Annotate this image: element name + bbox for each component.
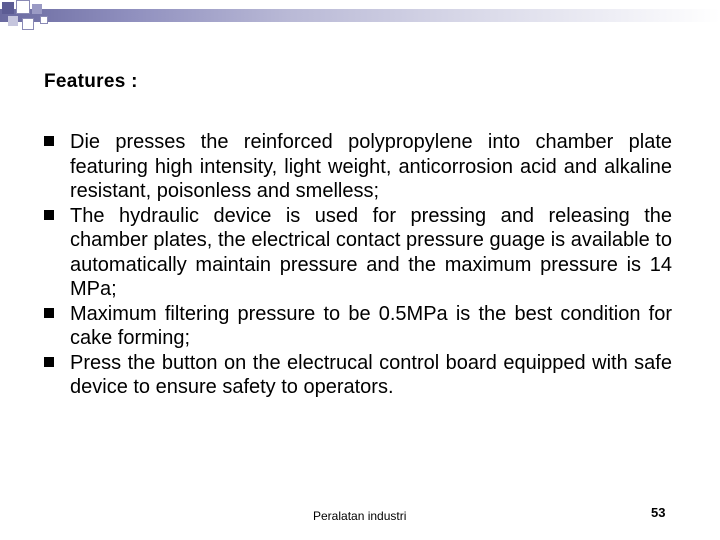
footer-label: Peralatan industri — [313, 509, 407, 523]
square-bullet-icon — [44, 308, 54, 318]
bullet-item — [44, 351, 672, 400]
square-bullet-icon — [44, 210, 54, 220]
header-decoration-square — [40, 16, 48, 24]
bullet-item — [44, 130, 672, 204]
bullet-list — [44, 130, 672, 400]
square-bullet-icon — [44, 136, 54, 146]
header-decoration-square — [2, 2, 14, 14]
square-bullet-icon — [44, 357, 54, 367]
header-decoration-square — [22, 18, 34, 30]
header-decoration-square — [16, 0, 30, 14]
bullet-text: Maximum filtering pressure to be 0.5MPa is the best condition for cake forming; — [70, 302, 672, 349]
bullet-text: Die presses the reinforced polypropylene into chamber plate featuring high intensity, light weight, anticorrosion acid and alkaline resistant, poisonless and smelless; — [70, 131, 672, 202]
slide-title: Features : — [44, 71, 138, 92]
bullet-item — [44, 204, 672, 302]
bullet-text: Press the button on the electrucal control board equipped with safe device to ensure safety to operators. — [70, 351, 672, 398]
header-decoration-bar — [0, 9, 720, 22]
bullet-item — [44, 302, 672, 351]
page-number: 53 — [651, 505, 666, 520]
bullet-text: The hydraulic device is used for pressing and releasing the chamber plates, the electrical contact pressure guage is available to automatically maintain pressure and the maximum pressure is 14 MPa; — [70, 204, 672, 300]
header-decoration-square — [8, 16, 18, 26]
header-decoration-square — [32, 4, 42, 14]
